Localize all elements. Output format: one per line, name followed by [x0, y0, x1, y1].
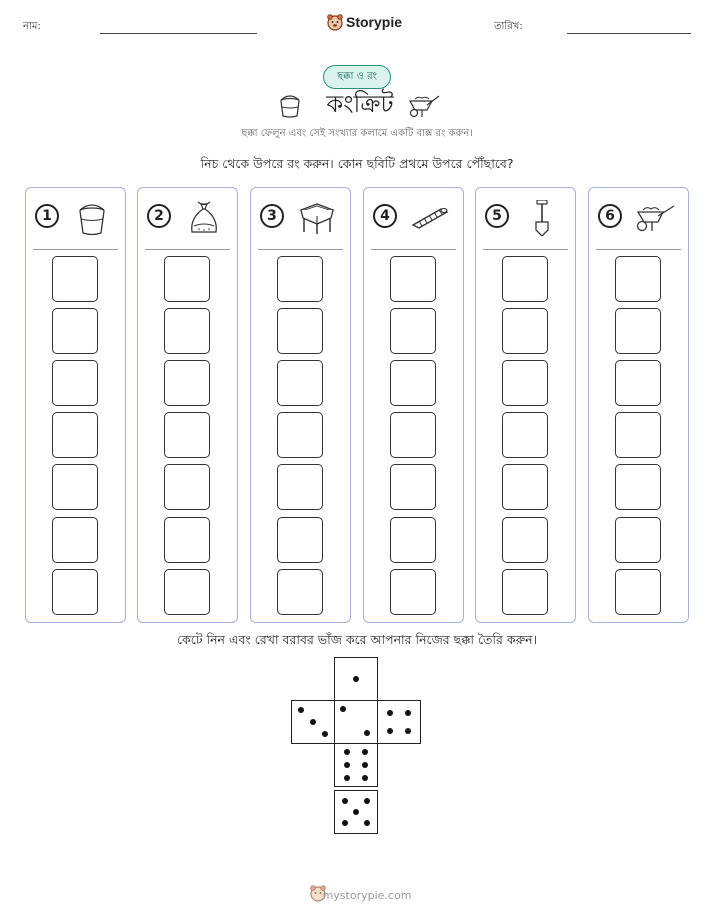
column-number: 5 [485, 204, 509, 228]
die-pip [342, 798, 348, 804]
color-box[interactable] [615, 360, 661, 406]
column-number: 6 [598, 204, 622, 228]
color-box[interactable] [277, 256, 323, 302]
die-face-4 [377, 700, 421, 744]
die-pip [353, 809, 359, 815]
column-divider [145, 249, 230, 250]
color-box[interactable] [52, 308, 98, 354]
die-pip [340, 706, 346, 712]
color-box[interactable] [390, 517, 436, 563]
color-box[interactable] [52, 360, 98, 406]
die-pip [344, 762, 350, 768]
column-divider [371, 249, 456, 250]
instruction-text: নিচ থেকে উপরে রং করুন। কোন ছবিটি প্রথমে উপরে পৌঁছাবে? [200, 156, 514, 171]
wheelbarrow-icon [406, 93, 440, 119]
column-5 [475, 187, 576, 623]
date-line[interactable] [567, 33, 691, 34]
color-box[interactable] [164, 412, 210, 458]
color-box[interactable] [277, 308, 323, 354]
color-box[interactable] [615, 517, 661, 563]
die-pip [405, 728, 411, 734]
color-box[interactable] [277, 464, 323, 510]
column-4 [363, 187, 464, 623]
die-face-2 [334, 700, 378, 744]
storypie-logo-icon [326, 13, 344, 31]
die-face-3 [291, 700, 335, 744]
die-pip [364, 820, 370, 826]
column-number: 3 [260, 204, 284, 228]
date-label: তারিখ: [494, 21, 523, 32]
die-pip [387, 710, 393, 716]
brand-name: Storypie [346, 14, 403, 30]
color-box[interactable] [390, 569, 436, 615]
die-face-1 [334, 657, 378, 701]
color-box[interactable] [164, 569, 210, 615]
die-pip [364, 798, 370, 804]
color-box[interactable] [390, 464, 436, 510]
color-box[interactable] [277, 517, 323, 563]
color-box[interactable] [502, 360, 548, 406]
color-box[interactable] [52, 412, 98, 458]
color-box[interactable] [390, 308, 436, 354]
column-divider [483, 249, 568, 250]
color-box[interactable] [615, 569, 661, 615]
color-box[interactable] [502, 464, 548, 510]
rebar-icon [410, 200, 450, 236]
color-box[interactable] [502, 308, 548, 354]
color-box[interactable] [52, 517, 98, 563]
color-box[interactable] [502, 412, 548, 458]
name-label: নাম: [23, 21, 41, 32]
color-box[interactable] [390, 360, 436, 406]
die-pip [362, 749, 368, 755]
color-box[interactable] [164, 256, 210, 302]
die-pip [342, 820, 348, 826]
footer-url[interactable]: mystorypie.com [322, 889, 412, 902]
die-pip [353, 676, 359, 682]
bucket-icon [278, 92, 302, 118]
column-divider [258, 249, 343, 250]
color-box[interactable] [502, 569, 548, 615]
color-box[interactable] [277, 569, 323, 615]
page-title: কংক্রিট [326, 90, 394, 118]
column-number: 1 [35, 204, 59, 228]
color-box[interactable] [164, 464, 210, 510]
die-pip [344, 775, 350, 781]
die-face-5 [334, 790, 378, 834]
die-pip [362, 775, 368, 781]
color-box[interactable] [164, 360, 210, 406]
column-divider [33, 249, 118, 250]
color-box[interactable] [390, 256, 436, 302]
column-divider [596, 249, 681, 250]
column-6 [588, 187, 689, 623]
color-box[interactable] [615, 412, 661, 458]
column-1 [25, 187, 126, 623]
color-box[interactable] [277, 412, 323, 458]
color-box[interactable] [277, 360, 323, 406]
color-box[interactable] [390, 412, 436, 458]
subtitle: ছক্কা ফেলুন এবং সেই সংখ্যার কলামে একটি বাক্স রং করুন। [241, 128, 473, 139]
cement-bag-icon [184, 200, 224, 236]
die-pip [322, 731, 328, 737]
cut-instruction: কেটে নিন এবং রেখা বরাবর ভাঁজ করে আপনার নিজের ছক্কা তৈরি করুন। [176, 632, 538, 647]
color-box[interactable] [615, 464, 661, 510]
die-pip [310, 719, 316, 725]
color-box[interactable] [164, 308, 210, 354]
color-box[interactable] [502, 517, 548, 563]
mixing-trough-icon [297, 200, 337, 236]
bucket-icon [72, 200, 112, 236]
die-pip [364, 730, 370, 736]
dice-and-color-badge: ছক্কা ও রং [323, 65, 391, 89]
column-number: 2 [147, 204, 171, 228]
color-box[interactable] [52, 569, 98, 615]
name-line[interactable] [100, 33, 257, 34]
color-box[interactable] [164, 517, 210, 563]
shovel-icon [522, 200, 562, 236]
die-pip [298, 707, 304, 713]
die-pip [405, 710, 411, 716]
color-box[interactable] [52, 464, 98, 510]
column-2 [137, 187, 238, 623]
color-box[interactable] [615, 256, 661, 302]
die-pip [344, 749, 350, 755]
die-pip [387, 728, 393, 734]
wheelbarrow-icon [635, 200, 675, 236]
color-box[interactable] [615, 308, 661, 354]
die-pip [362, 762, 368, 768]
color-box[interactable] [52, 256, 98, 302]
die-face-6 [334, 743, 378, 787]
column-3 [250, 187, 351, 623]
column-number: 4 [373, 204, 397, 228]
color-box[interactable] [502, 256, 548, 302]
